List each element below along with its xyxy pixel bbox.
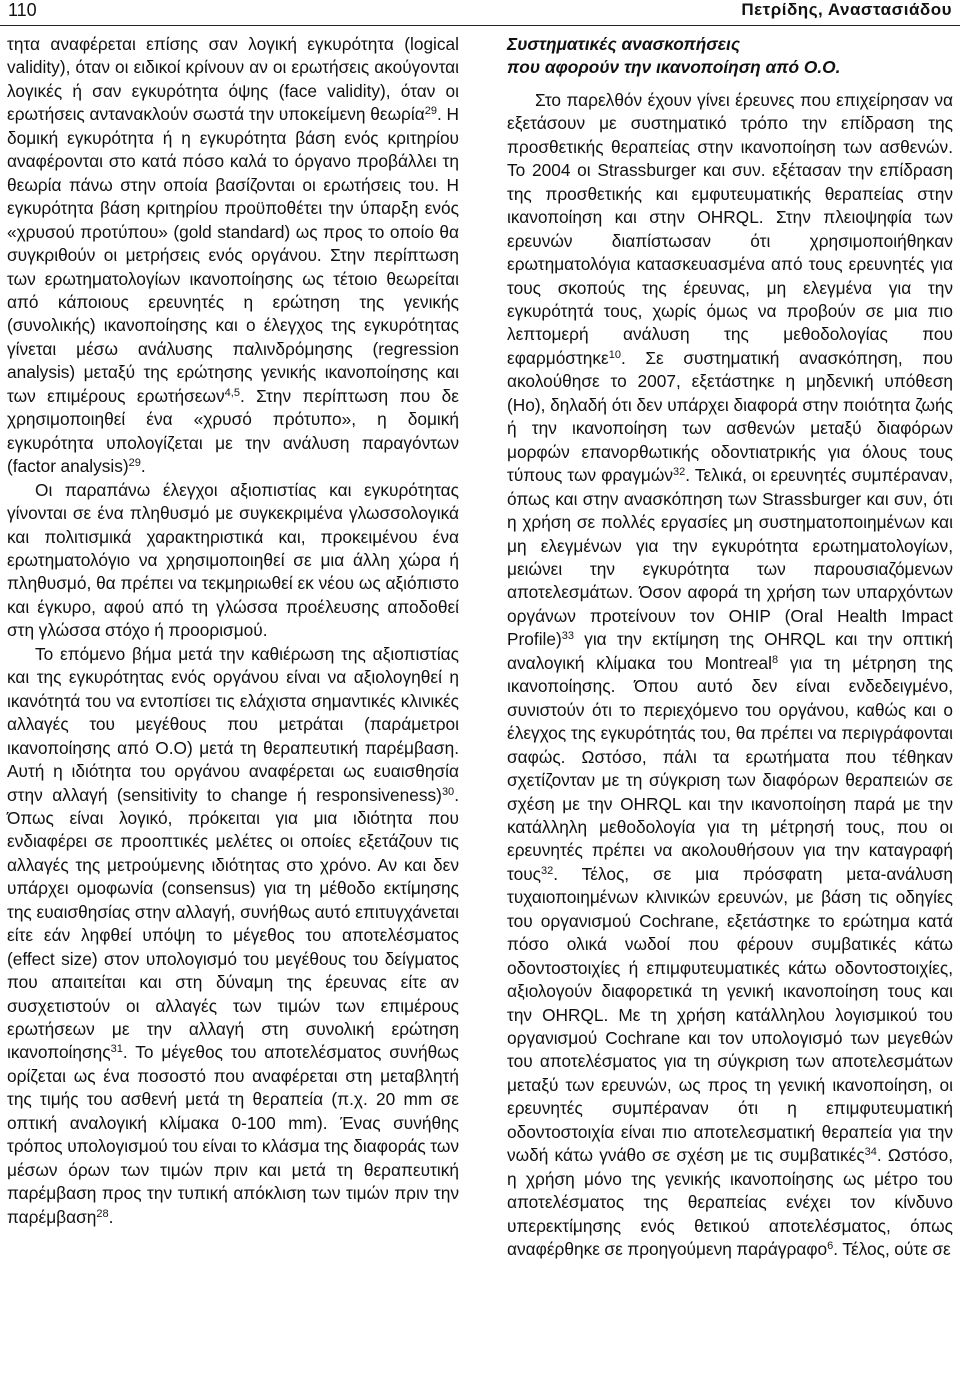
citation-ref: 31 — [110, 1043, 123, 1056]
text-run: . Ωστόσο, η χρήση μόνο της γενικής ικανοποίησης ως μέτρο του αποτελέσματος της θεραπείας ενέχει τον κίνδυνο υπερεκτίμησης ενός θετικού αποτελέσματος, όπως αναφέρθηκε σε προηγούμενη παράγραφο — [507, 1145, 953, 1260]
paragraph — [507, 89, 953, 1262]
citation-ref: 34 — [864, 1146, 877, 1159]
citation-ref: 6 — [827, 1240, 834, 1253]
left-column — [7, 33, 459, 1229]
citation-ref: 29 — [128, 457, 141, 470]
right-column — [507, 33, 953, 1262]
text-run: . Τέλος, ούτε σε — [833, 1239, 951, 1260]
text-run: τητα αναφέρεται επίσης σαν λογική εγκυρότητα (logical validity), όταν οι ειδικοί κρίνουν αν οι ερωτήσεις ακούγονται λογικές ή σαν εγκυρότητα όψης (face validity), όταν οι ερωτήσεις αντανακλούν σωστά την υποκείμενη θεωρία — [7, 34, 459, 125]
page-header — [0, 0, 960, 22]
citation-ref: 33 — [561, 630, 574, 643]
citation-ref: 4,5 — [224, 386, 240, 399]
section-title — [507, 33, 953, 80]
header-rule — [0, 25, 960, 26]
text-run: Το επόμενο βήμα μετά την καθιέρωση της αξιοπιστίας και της εγκυρότητας ενός οργάνου είναι να αξιολογηθεί η ικανότητά του να εντοπίσει τις ελάχιστα σημαντικές κλινικές αλλαγές του μεγέθους που μετράται (παράμετροι ικανοποίησης από Ο.Ο) μετά τη θεραπευτική παρέμβαση. Αυτή η ιδιότητα του οργάνου αναφέρεται ως ευαισθησία στην αλλαγή (sensitivity to change ή responsiveness) — [7, 643, 459, 805]
citation-ref: 30 — [441, 785, 455, 798]
citation-ref: 28 — [96, 1207, 109, 1220]
citation-ref: 8 — [771, 653, 779, 666]
paragraph — [7, 479, 459, 643]
text-run: για τη μέτρηση της ικανοποίησης. Όπου αυτό δεν είναι ενδεδειγμένο, συνιστούν ότι το περιεχόμενο του οργάνου, καθώς και ο έλεγχος της εγκυρότητάς του, θα πρέπει να περιγράφονται σαφώς. Ωστόσο, πάλι τα ερωτήματα που τέθηκαν σχετίζονταν με τη σύγκριση των διαφόρων θεραπειών σε σχέση με την OHRQL και την ικανοποίηση παρά με την κατάλληλη μεθοδολογία για τη μέτρησή τους, που οι ερευνητές πρέπει να ακολουθήσουν για την καταγραφή τους — [507, 652, 954, 884]
text-run: για την εκτίμηση της OHRQL και την οπτική αναλογική κλίμακα του Montreal — [507, 629, 953, 673]
citation-ref: 10 — [608, 348, 621, 361]
text-run: . Στην περίπτωση που δε χρησιμοποιηθεί ένα «χρυσό πρότυπο», η δομική εγκυρότητα υπολογίζεται με την ανάλυση παραγόντων (factor analysis) — [7, 385, 459, 477]
page-number: 110 — [8, 0, 37, 20]
text-run: . Τελικά, οι ερευνητές συμπέραναν, όπως και στην ανασκόπηση των Strassburger και συν, ότι η χρήση σε πολλές εργασίες μη συστηματοποιημένων και μη ελεγμένων για την εγκυρότητα ερωτηματολογίων, μειώνει την εγκυρότητα των παρουσιαζόμενων αποτελεσμάτων. Όσον αφορά τη χρήση των υπαρχόντων οργάνων προτείνουν τον OHIP (Oral Health Impact Profile) — [507, 465, 953, 650]
text-run: . Τέλος, σε μια πρόσφατη μετα-ανάλυση τυχαιοποιημένων κλινικών ερευνών, με βάση τις οδηγίες του οργανισμού Cochrane, εξετάστηκε το ερώτημα κατά πόσο ολικά νωδοί που φέρουν συμβατικές κάτω οδοντοστοιχίες ή επιμφυτευματικές κάτω οδοντοστοιχίες, αξιολογούν διαφορετικά τη γενική ικανοποίηση τους και την OHRQL. Με τη χρήση κατάλληλου λογισμικού του οργανισμού Cochrane και τον υπολογισμό των μεγεθών του αποτελέσματος για τη σύγκριση των αποτελεσμάτων μεταξύ των ερευνών, ως προς τη γενική ικανοποίηση, οι ερευνητές συμπέραναν ότι η επιμφυτευματική οδοντοστοιχία είναι πιο αποτελεσματική θεραπεία για την νωδή κάτω γνάθο σε σχέση με τις συμβατικές — [507, 863, 953, 1166]
paragraph — [7, 33, 459, 479]
text-run: . Το μέγεθος του αποτελέσματος συνήθως ορίζεται ως ένα ποσοστό που αναφέρεται στη μεταβλητή της τιμής του ασθενή μετά τη θεραπεία (π.χ. 20 mm σε οπτική αναλογική κλίμακα 0-100 mm). Ένας συνήθης τρόπος υπολογισμού του είναι το κλάσμα της διαφοράς των μέσων όρων των τιμών πριν και μετά τη θεραπευτική παρέμβαση προς την τυπική απόκλιση των τιμών πριν την παρέμβαση — [7, 1042, 459, 1227]
section-title-line: Συστηματικές ανασκοπήσεις — [507, 34, 741, 54]
citation-ref: 29 — [424, 105, 437, 118]
citation-ref: 32 — [540, 864, 554, 877]
running-head: Πετρίδης, Αναστασιάδου — [741, 0, 952, 19]
text-run: . Η δομική εγκυρότητα ή η εγκυρότητα βάση ενός κριτηρίου αναφέρονται στο κατά πόσο καλά το όργανο προβάλλει τη θεωρία πάνω στην οποία βασίζονται οι ερωτήσεις του. Η εγκυρότητα βάση κριτηρίου προϋποθέτει την ύπαρξη ενός «χρυσού προτύπου» (gold standard) ως προς το οποίο θα συγκριθούν οι μετρήσεις ενός οργάνου. Στην περίπτωση των ερωτηματολογίων ικανοποίησης ως τέτοιο θεωρείται από κάποιους ερευνητές η ερώτηση της γενικής (συνολικής) ικανοποίησης και ο έλεγχος της εγκυρότητας γίνεται μέσω ανάλυσης παλινδρόμησης (regression analysis) μεταξύ της ερώτησης γενικής ικανοποίησης και των επιμέρους ερωτήσεων — [7, 104, 459, 406]
text-run: . Σε συστηματική ανασκόπηση, που ακολούθησε το 2007, εξετάστηκε η μηδενική υπόθεση (Ho), δηλαδή ότι δεν υπάρχει διαφορά στην ποιότητα ζωής ή την ικανοποίηση των ασθενών μεταξύ διαφόρων μορφών επανορθωτικής οδοντιατρικής για όλους τους τύπους των φραγμών — [507, 347, 953, 486]
text-run: Στο παρελθόν έχουν γίνει έρευνες που επιχείρησαν να εξετάσουν με συστηματικό τρόπο την επίδραση της προσθετικής θεραπείας στην ικανοποίηση των ασθενών. Το 2004 οι Strassburger και συν. εξέτασαν την επίδραση της προσθετικής και εμφυτευματικής θεραπείας στην ικανοποίηση και στην OHRQL. Στην πλειοψηφία των ερευνών διαπίστωσαν ότι χρησιμοποιήθηκαν ερωτηματολόγια κατασκευασμένα από τους ερευνητές για τους σκοπούς της έρευνας, μη ελεγμένα για την εγκυρότητά τους, χωρίς όμως να προβούν σε μια πιο λεπτομερή ανάλυση της μεθοδολογίας που εφαρμόστηκε — [507, 89, 953, 368]
text-run: Οι παραπάνω έλεγχοι αξιοπιστίας και εγκυρότητας γίνονται σε ένα πληθυσμό με συγκεκριμένα γλωσσολογικά και πολιτισμικά χαρακτηριστικά και, προκειμένου ένα ερωτηματολόγιο να χρησιμοποιηθεί σε μια άλλη χώρα ή πληθυσμό, θα πρέπει να τεκμηριωθεί εκ νέου ως αξιόπιστο και έγκυρο, αφού από τη γλώσσα προέλευσης αποδοθεί στη γλώσσα στόχο ή προορισμού. — [7, 479, 459, 641]
text-run: . — [108, 1206, 114, 1227]
paragraph — [7, 643, 459, 1229]
text-run: . — [140, 456, 146, 477]
citation-ref: 32 — [673, 466, 686, 479]
text-run: . Όπως είναι λογικό, πρόκειται για μια ιδιότητα που ενδιαφέρει σε προοπτικές μελέτες οι οποίες εξετάζουν τις αλλαγές της μετρούμενης ιδιότητας στο χρόνο. Αν και δεν υπάρχει ομοφωνία (consensus) για τη μέθοδο εκτίμησης της ευαισθησίας στην αλλαγή, συνήθως αυτό επιτυγχάνεται είτε εάν ληφθεί υπόψη το μέγεθος του αποτελέσματος (effect size) στον υπολογισμό του μεγέθους του δείγματος που απαιτείται και στη δύναμη της έρευνας είτε αν συσχετιστούν οι αλλαγές των τιμών των επιμέρους ερωτήσεων με την αλλαγή στη συνολική ερώτηση ικανοποίησης — [7, 784, 459, 1063]
section-title-line: που αφορούν την ικανοποίηση από Ο.Ο. — [507, 57, 841, 78]
